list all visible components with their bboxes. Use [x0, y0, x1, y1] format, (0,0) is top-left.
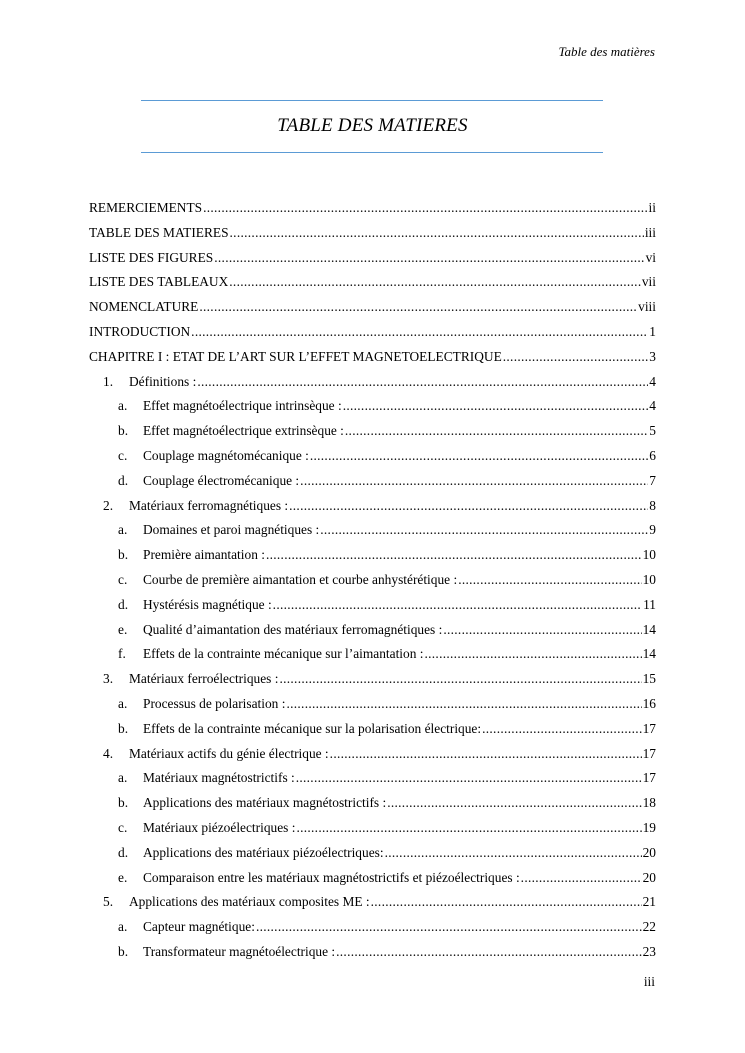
toc-entry[interactable]	[89, 843, 656, 868]
toc-entry-label: Effet magnétoélectrique extrinsèque :	[143, 423, 344, 439]
toc-entry[interactable]	[89, 669, 656, 694]
toc-entry-label: Matériaux piézoélectriques :	[143, 819, 296, 835]
toc-entry-page: 17	[642, 745, 656, 761]
toc-entry-page: ii	[648, 200, 656, 215]
toc-entry-number: a.	[118, 398, 128, 414]
toc-entry-label: Applications des matériaux piézoélectriques:	[143, 844, 384, 860]
toc-entry-page: 10	[642, 571, 656, 587]
toc-entry-page: 14	[642, 646, 656, 662]
toc-entry-label: Effet magnétoélectrique intrinsèque :	[143, 398, 342, 414]
toc-entry-page: 23	[642, 943, 656, 959]
toc-entry-number: 2.	[103, 497, 114, 513]
toc-dot-leader	[199, 297, 637, 317]
toc-dot-leader	[279, 669, 641, 689]
toc-entry-page: 17	[642, 770, 656, 786]
toc-entry-page: 14	[642, 621, 656, 637]
toc-dot-leader	[521, 868, 642, 888]
toc-entry[interactable]	[89, 570, 656, 595]
toc-entry-label: Matériaux magnétostrictifs :	[143, 770, 295, 786]
toc-entry[interactable]	[89, 372, 656, 397]
toc-entry-number: c.	[118, 447, 128, 463]
toc-entry-page: vii	[641, 274, 656, 290]
toc-entry-number: b.	[118, 943, 129, 959]
toc-dot-leader	[482, 719, 642, 739]
toc-entry-page: 15	[642, 671, 656, 687]
toc-entry[interactable]	[89, 396, 656, 421]
toc-entry-page: viii	[638, 299, 656, 315]
toc-entry-page: 10	[642, 547, 656, 563]
toc-entry-label: Définitions :	[129, 373, 197, 389]
toc-entry-number: c.	[118, 819, 128, 835]
toc-entry-number: b.	[118, 795, 129, 811]
toc-entry-number: a.	[118, 770, 128, 786]
toc-entry[interactable]	[89, 644, 656, 669]
toc-dot-leader	[191, 322, 648, 342]
toc-entry[interactable]	[89, 793, 656, 818]
toc-entry[interactable]	[89, 620, 656, 645]
toc-entry[interactable]	[89, 223, 656, 248]
toc-entry-label: Couplage magnétomécanique :	[143, 447, 309, 463]
toc-entry[interactable]	[89, 917, 656, 942]
toc-entry-label: Première aimantation :	[143, 547, 265, 563]
toc-entry[interactable]	[89, 421, 656, 446]
toc-entry-page: 21	[642, 894, 656, 910]
toc-entry-page: 4	[649, 398, 656, 414]
toc-dot-leader	[230, 223, 644, 243]
toc-entry-label: Processus de polarisation :	[143, 695, 286, 711]
toc-entry[interactable]	[89, 942, 656, 967]
toc-entry-page: 6	[649, 447, 656, 463]
toc-entry-label: Comparaison entre les matériaux magnétostrictifs et piézoélectriques :	[143, 869, 520, 885]
toc-entry-number: 1.	[103, 373, 114, 389]
toc-dot-leader	[330, 744, 642, 764]
toc-entry-page: 16	[642, 695, 656, 711]
toc-entry[interactable]	[89, 297, 656, 322]
toc-entry-page: 11	[643, 596, 656, 612]
table-of-contents	[89, 198, 656, 967]
toc-entry-page: 17	[642, 720, 656, 736]
title-rule-bottom	[141, 152, 603, 153]
toc-entry-page: 20	[642, 844, 656, 860]
toc-entry-number: a.	[118, 919, 128, 935]
toc-dot-leader	[385, 843, 642, 863]
toc-dot-leader	[443, 620, 641, 640]
toc-entry-label: Couplage électromécanique :	[143, 472, 300, 488]
toc-entry-label: Applications des matériaux composites ME :	[129, 894, 370, 910]
toc-entry-label: TABLE DES MATIERES	[89, 224, 229, 240]
toc-entry-page: 8	[649, 497, 656, 513]
toc-entry[interactable]	[89, 719, 656, 744]
toc-entry[interactable]	[89, 471, 656, 496]
toc-entry-label: LISTE DES TABLEAUX	[89, 274, 229, 290]
toc-dot-leader	[266, 545, 642, 565]
toc-entry-label: CHAPITRE I : ETAT DE L’ART SUR L’EFFET MAGNETOELECTRIQUE	[89, 348, 502, 364]
toc-entry-number: b.	[118, 547, 129, 563]
toc-entry-label: REMERCIEMENTS	[89, 200, 203, 215]
toc-entry[interactable]	[89, 347, 656, 372]
toc-dot-leader	[343, 396, 649, 416]
toc-entry[interactable]	[89, 496, 656, 521]
toc-entry-page: iii	[644, 224, 656, 240]
toc-entry-number: 4.	[103, 745, 114, 761]
toc-dot-leader	[300, 471, 648, 491]
toc-entry[interactable]	[89, 744, 656, 769]
toc-entry-number: 5.	[103, 894, 114, 910]
toc-dot-leader	[336, 942, 641, 962]
toc-dot-leader	[371, 892, 642, 912]
toc-entry-number: b.	[118, 720, 129, 736]
toc-dot-leader	[345, 421, 648, 441]
toc-dot-leader	[203, 198, 647, 218]
toc-entry-number: a.	[118, 522, 128, 538]
toc-entry[interactable]	[89, 868, 656, 893]
page-number: iii	[643, 974, 655, 989]
toc-dot-leader	[229, 272, 641, 292]
toc-entry-label: Capteur magnétique:	[143, 919, 255, 935]
toc-entry[interactable]	[89, 892, 656, 917]
running-header: Table des matières	[558, 44, 655, 59]
toc-entry-page: 22	[642, 919, 656, 935]
toc-dot-leader	[296, 818, 641, 838]
toc-entry-label: Applications des matériaux magnétostrictifs :	[143, 795, 387, 811]
toc-dot-leader	[214, 248, 644, 268]
toc-entry-number: a.	[118, 695, 128, 711]
toc-entry-label: Matériaux ferromagnétiques :	[129, 497, 289, 513]
toc-dot-leader	[286, 694, 641, 714]
toc-dot-leader	[387, 793, 641, 813]
toc-entry-label: LISTE DES FIGURES	[89, 249, 214, 265]
toc-entry-label: Hystérésis magnétique :	[143, 596, 272, 612]
toc-entry-label: Effets de la contrainte mécanique sur la polarisation électrique:	[143, 720, 482, 736]
toc-entry-page: 19	[642, 819, 656, 835]
toc-entry-label: NOMENCLATURE	[89, 299, 199, 315]
toc-entry-number: d.	[118, 596, 129, 612]
toc-dot-leader	[197, 372, 648, 392]
toc-dot-leader	[320, 520, 648, 540]
toc-entry[interactable]	[89, 272, 656, 297]
toc-dot-leader	[296, 768, 642, 788]
toc-entry-number: c.	[118, 571, 128, 587]
toc-entry-page: 5	[649, 423, 656, 439]
toc-entry-page: 3	[649, 348, 656, 364]
toc-entry[interactable]	[89, 520, 656, 545]
toc-entry-number: d.	[118, 844, 129, 860]
toc-dot-leader	[273, 595, 642, 615]
toc-entry-number: 3.	[103, 671, 114, 687]
toc-entry-page: 1	[649, 323, 656, 339]
toc-entry-label: Transformateur magnétoélectrique :	[143, 943, 336, 959]
toc-entry-page: 9	[649, 522, 656, 538]
toc-entry-number: e.	[118, 621, 128, 637]
toc-entry-page: 20	[642, 869, 656, 885]
toc-entry-page: 18	[642, 795, 656, 811]
toc-entry-label: Effets de la contrainte mécanique sur l’aimantation :	[143, 646, 424, 662]
toc-entry[interactable]	[89, 322, 656, 347]
toc-dot-leader	[503, 347, 649, 367]
toc-entry[interactable]	[89, 595, 656, 620]
toc-entry-label: Matériaux actifs du génie électrique :	[129, 745, 329, 761]
page-title: TABLE DES MATIERES	[277, 115, 468, 136]
toc-entry[interactable]	[89, 446, 656, 471]
title-rule-top	[141, 100, 603, 101]
toc-entry[interactable]	[89, 768, 656, 793]
toc-entry-label: Matériaux ferroélectriques :	[129, 671, 279, 687]
toc-dot-leader	[310, 446, 648, 466]
toc-entry-number: d.	[118, 472, 129, 488]
toc-entry-number: b.	[118, 423, 129, 439]
toc-entry-label: Qualité d’aimantation des matériaux ferromagnétiques :	[143, 621, 443, 637]
toc-entry-label: Domaines et paroi magnétiques :	[143, 522, 320, 538]
toc-dot-leader	[256, 917, 642, 937]
toc-entry-page: 7	[649, 472, 656, 488]
toc-dot-leader	[424, 644, 641, 664]
toc-entry[interactable]	[89, 198, 656, 223]
toc-entry-number: e.	[118, 869, 128, 885]
toc-entry-label: Courbe de première aimantation et courbe anhystérétique :	[143, 571, 458, 587]
toc-entry-page: 4	[649, 373, 656, 389]
toc-entry[interactable]	[89, 545, 656, 570]
toc-entry-label: INTRODUCTION	[89, 323, 191, 339]
toc-entry[interactable]	[89, 694, 656, 719]
toc-dot-leader	[289, 496, 648, 516]
toc-entry[interactable]	[89, 818, 656, 843]
toc-entry[interactable]	[89, 248, 656, 273]
toc-dot-leader	[458, 570, 641, 590]
toc-entry-number: f.	[118, 646, 126, 662]
toc-entry-page: vi	[645, 249, 656, 265]
